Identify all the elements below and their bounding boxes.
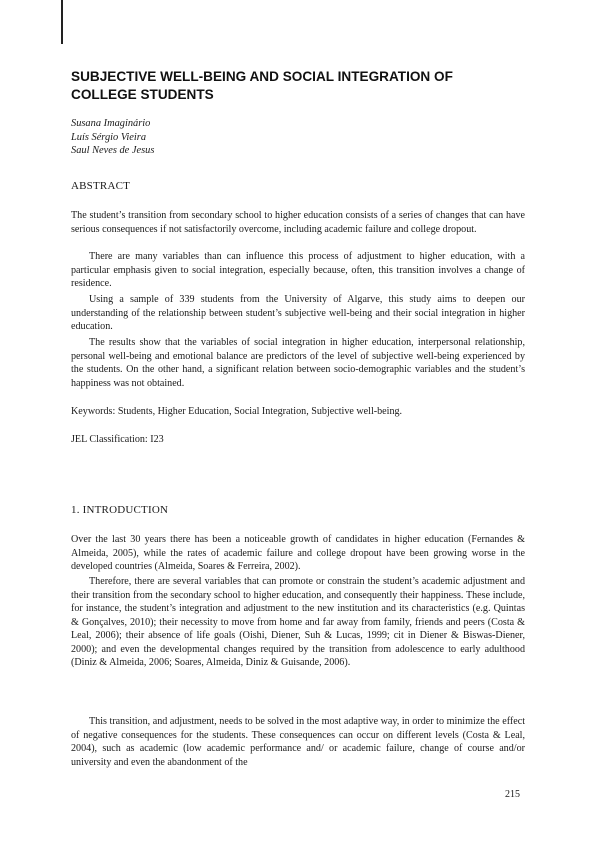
title-line: SUBJECTIVE WELL-BEING AND SOCIAL INTEGRATION OF — [71, 69, 453, 84]
margin-rule — [61, 0, 63, 44]
paper-title — [71, 68, 525, 103]
introduction-heading: 1. INTRODUCTION — [71, 504, 169, 516]
introduction-paragraph: This transition, and adjustment, needs to be solved in the most adaptive way, in order to minimize the effect of negative consequences for the students. These consequences can occur on different levels (Costa & Leal, 2004), such as academic (low academic performance and/ or academic failure, change of course and/or university and even the abandonment of the — [71, 716, 525, 768]
jel-classification: JEL Classification: I23 — [71, 434, 164, 445]
author-name: Susana Imaginário — [71, 118, 151, 129]
introduction-paragraph: Therefore, there are several variables that can promote or constrain the student’s academic adjustment and their transition from the secondary school to higher education, and consequently their happiness. These include, for instance, the student’s integration and adjustment to the new institution and its characteristics (e.g. Quintas & Gonçalves, 2010); their necessity to move from home and far away from family, friends and peers (Costa & Leal, 2006); their absence of life goals (Oishi, Diener, Suh & Lucas, 1999; cit in Diener & Biswas-Diener, 2000); and even the developmental changes required by the transition from adolescence to early adulthood (Diniz & Almeida, 2006; Soares, Almeida, Diniz & Guisande, 2006). — [71, 576, 525, 668]
author-name: Luís Sérgio Vieira — [71, 131, 147, 143]
abstract-paragraph: Using a sample of 339 students from the University of Algarve, this study aims to deepen our understanding of the relationship between student’s subjective well-being and their social integration in higher education. — [71, 294, 525, 332]
abstract-heading: ABSTRACT — [71, 180, 131, 192]
abstract-paragraph: The student’s transition from secondary school to higher education consists of a series of changes that can have serious consequences if not satisfactorily overcome, including academic failure and college dropout. — [71, 210, 525, 235]
page-number: 215 — [505, 789, 520, 800]
abstract-paragraph: The results show that the variables of social integration in higher education, interpersonal relationship, personal well-being and emotional balance are predictors of the level of subjective well-being experienced by the students. On the other hand, a significant relation between socio-demographic variables and the student’s happiness was not obtained. — [71, 337, 525, 389]
author-name: Saul Neves de Jesus — [71, 145, 155, 157]
introduction-paragraph: Over the last 30 years there has been a noticeable growth of candidates in higher education (Fernandes & Almeida, 2005), while the rates of academic failure and college dropout have been growing worse in the developed countries (Almeida, Soares & Ferreira, 2002). — [71, 534, 525, 572]
keywords: Keywords: Students, Higher Education, Social Integration, Subjective well-being. — [71, 406, 403, 417]
author-list — [71, 117, 525, 158]
title-line: COLLEGE STUDENTS — [71, 86, 214, 102]
abstract-paragraph: There are many variables than can influence this process of adjustment to higher education, with a particular emphasis given to social integration, especially because, often, this transition involves a change of residence. — [71, 251, 525, 289]
